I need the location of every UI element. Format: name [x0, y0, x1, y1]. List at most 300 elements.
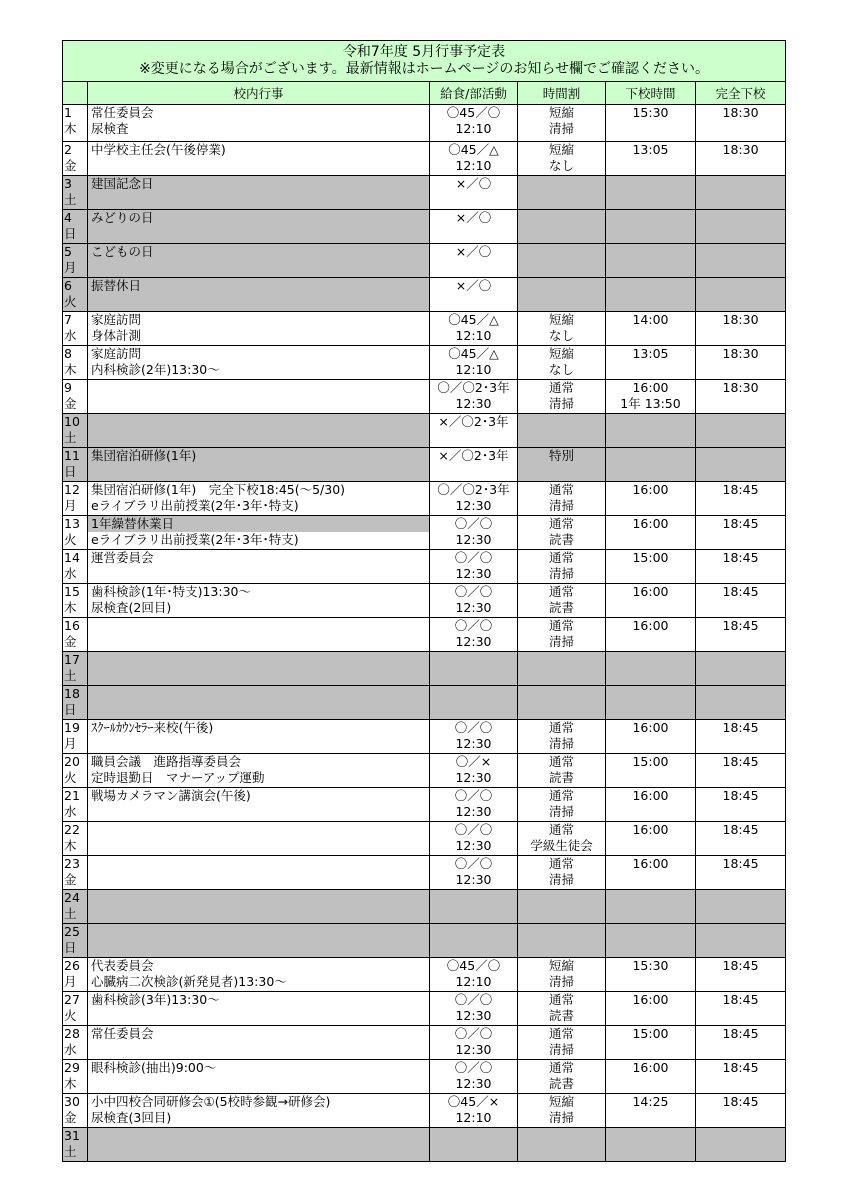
kanzen-cell: [696, 142, 786, 176]
day-cell: [63, 686, 88, 720]
day-cell: [63, 176, 88, 210]
day-cell-line: 15: [64, 584, 80, 599]
kanzen-cell: [696, 448, 786, 482]
gekou-cell-line: 16:00: [632, 1060, 669, 1075]
kyushoku-cell-line: 〇／〇: [454, 992, 493, 1007]
kyushoku-cell-line: 〇45／△: [448, 346, 499, 361]
jikanwari-cell-line: 清掃: [548, 872, 574, 887]
day-cell: [63, 754, 88, 788]
table-row: [63, 414, 786, 448]
kanzen-cell: [696, 924, 786, 958]
event-cell: [88, 176, 430, 210]
kanzen-cell-line: 18:45: [722, 1094, 759, 1109]
table-row: [63, 1128, 786, 1162]
kyushoku-cell-line: 〇／〇: [454, 550, 493, 565]
jikanwari-cell: [518, 380, 606, 414]
jikanwari-cell: [518, 278, 606, 312]
jikanwari-cell: [518, 618, 606, 652]
jikanwari-cell-line: 清掃: [548, 121, 574, 136]
jikanwari-cell: [518, 720, 606, 754]
kanzen-cell: [696, 244, 786, 278]
jikanwari-cell: [518, 788, 606, 822]
gekou-cell: [606, 176, 696, 210]
jikanwari-cell-line: 読書: [548, 1008, 574, 1023]
gekou-cell-line: 15:00: [632, 550, 669, 565]
jikanwari-cell-line: 清掃: [548, 566, 574, 581]
kyushoku-cell-line: ×／〇: [455, 176, 492, 191]
jikanwari-cell-line: 学級生徒会: [530, 838, 593, 853]
kanzen-cell-line: 18:30: [722, 380, 759, 395]
header-gekou: 下校時間: [606, 82, 696, 105]
event-cell-line: 小中四校合同研修会①(5校時参観→研修会): [91, 1094, 331, 1109]
day-cell-line: 土: [64, 906, 77, 921]
day-cell: [63, 924, 88, 958]
jikanwari-cell-line: 読書: [548, 532, 574, 547]
kyushoku-cell-line: ×／〇2･3年: [438, 448, 509, 463]
gekou-cell: [606, 822, 696, 856]
gekou-cell-line: 1年 13:50: [620, 396, 681, 411]
day-cell: [63, 1128, 88, 1162]
day-cell-line: 25: [64, 924, 80, 939]
day-cell-line: 1: [64, 105, 72, 120]
day-cell-line: 16: [64, 618, 80, 633]
kanzen-cell: [696, 856, 786, 890]
jikanwari-cell: [518, 448, 606, 482]
table-row: [63, 924, 786, 958]
table-row: [63, 346, 786, 380]
jikanwari-cell-line: 通常: [548, 550, 574, 565]
event-cell: [88, 856, 430, 890]
kanzen-cell: [696, 414, 786, 448]
kyushoku-cell-line: ×／〇: [455, 278, 492, 293]
jikanwari-cell: [518, 958, 606, 992]
day-cell-line: 金: [64, 634, 77, 649]
kyushoku-cell-line: 12:30: [455, 1042, 492, 1057]
kyushoku-cell-line: 12:30: [455, 566, 492, 581]
table-row: [63, 584, 786, 618]
kyushoku-cell: [430, 1026, 518, 1060]
jikanwari-cell: [518, 1026, 606, 1060]
kanzen-cell: [696, 958, 786, 992]
table-row: [63, 992, 786, 1026]
gekou-cell: [606, 516, 696, 550]
day-cell-line: 14: [64, 550, 80, 565]
event-cell: [88, 278, 430, 312]
event-cell-line: ｽｸｰﾙｶｳﾝｾﾗｰ来校(午後): [91, 720, 214, 735]
kyushoku-cell: [430, 482, 518, 516]
event-cell: [88, 890, 430, 924]
event-cell: [88, 720, 430, 754]
gekou-cell: [606, 754, 696, 788]
kyushoku-cell-line: 12:30: [455, 600, 492, 615]
event-cell-line: 尿検査(3回目): [91, 1110, 172, 1125]
kyushoku-cell: [430, 584, 518, 618]
gekou-cell: [606, 278, 696, 312]
table-row: [63, 686, 786, 720]
day-cell-line: 土: [64, 430, 77, 445]
day-cell-line: 22: [64, 822, 80, 837]
event-cell: [88, 822, 430, 856]
kyushoku-cell-line: 12:30: [455, 634, 492, 649]
event-cell-line: 運営委員会: [91, 550, 154, 565]
event-cell-line: 家庭訪問: [91, 346, 142, 361]
kanzen-cell: [696, 1128, 786, 1162]
kanzen-cell: [696, 992, 786, 1026]
event-cell: [88, 105, 430, 142]
kanzen-cell-line: 18:45: [722, 754, 759, 769]
kanzen-cell: [696, 890, 786, 924]
kyushoku-cell: [430, 618, 518, 652]
event-cell: [88, 448, 430, 482]
jikanwari-cell: [518, 1060, 606, 1094]
kyushoku-cell: [430, 105, 518, 142]
jikanwari-cell: [518, 550, 606, 584]
event-cell-line: 家庭訪問: [91, 312, 142, 327]
day-cell-line: 水: [64, 804, 77, 819]
day-cell-line: 火: [64, 532, 77, 547]
kyushoku-cell: [430, 856, 518, 890]
day-cell-line: 10: [64, 414, 80, 429]
day-cell-line: 24: [64, 890, 80, 905]
kyushoku-cell: [430, 924, 518, 958]
event-cell: [88, 1060, 430, 1094]
kyushoku-cell-line: 〇／〇: [454, 788, 493, 803]
day-cell-line: 9: [64, 380, 72, 395]
day-cell-line: 土: [64, 1144, 77, 1159]
kanzen-cell: [696, 210, 786, 244]
gekou-cell: [606, 652, 696, 686]
jikanwari-cell: [518, 142, 606, 176]
kanzen-cell-line: 18:30: [722, 105, 759, 120]
gekou-cell-line: 15:30: [632, 105, 669, 120]
kyushoku-cell-line: 12:10: [455, 362, 492, 377]
kanzen-cell-line: 18:45: [722, 550, 759, 565]
kyushoku-cell-line: 12:30: [455, 396, 492, 411]
jikanwari-cell-line: 通常: [548, 618, 574, 633]
day-cell: [63, 1060, 88, 1094]
jikanwari-cell-line: 清掃: [548, 498, 574, 513]
jikanwari-cell-line: 短縮: [548, 105, 574, 120]
kanzen-cell-line: 18:45: [722, 516, 759, 531]
jikanwari-cell: [518, 584, 606, 618]
event-cell: [88, 142, 430, 176]
event-cell: [88, 686, 430, 720]
day-cell: [63, 482, 88, 516]
kanzen-cell: [696, 105, 786, 142]
day-cell-line: 土: [64, 192, 77, 207]
jikanwari-cell-line: 清掃: [548, 1042, 574, 1057]
jikanwari-cell: [518, 105, 606, 142]
jikanwari-cell: [518, 210, 606, 244]
table-row: [63, 822, 786, 856]
kyushoku-cell-line: 12:30: [455, 872, 492, 887]
header-kanzen: 完全下校: [696, 82, 786, 105]
gekou-cell: [606, 890, 696, 924]
kanzen-cell-line: 18:30: [722, 312, 759, 327]
kyushoku-cell-line: 12:30: [455, 498, 492, 513]
event-cell-line: 集団宿泊研修(1年) 完全下校18:45(〜5/30): [91, 482, 346, 497]
day-cell: [63, 448, 88, 482]
kyushoku-cell-line: 〇45／△: [448, 142, 499, 157]
jikanwari-cell-line: 通常: [548, 856, 574, 871]
day-cell: [63, 652, 88, 686]
kyushoku-cell-line: 12:30: [455, 804, 492, 819]
day-cell-line: 31: [64, 1128, 80, 1143]
gekou-cell: [606, 618, 696, 652]
gekou-cell: [606, 105, 696, 142]
kyushoku-cell-line: 〇／〇: [454, 584, 493, 599]
jikanwari-cell-line: 通常: [548, 754, 574, 769]
day-cell-line: 日: [64, 464, 77, 479]
kanzen-cell: [696, 1060, 786, 1094]
table-row: [63, 754, 786, 788]
gekou-cell: [606, 550, 696, 584]
event-cell: [88, 1094, 430, 1128]
gekou-cell-line: 16:00: [632, 720, 669, 735]
kanzen-cell: [696, 1026, 786, 1060]
kyushoku-cell-line: 〇／〇2･3年: [437, 482, 510, 497]
event-cell-line: 職員会議 進路指導委員会: [91, 754, 242, 769]
day-cell-line: 11: [64, 448, 80, 463]
kanzen-cell-line: 18:45: [722, 856, 759, 871]
event-cell-line: 集団宿泊研修(1年): [91, 448, 197, 463]
gekou-cell-line: 15:00: [632, 1026, 669, 1041]
kyushoku-cell-line: 12:10: [455, 1110, 492, 1125]
day-cell: [63, 346, 88, 380]
event-cell: [88, 210, 430, 244]
day-cell: [63, 278, 88, 312]
jikanwari-cell-line: 通常: [548, 1060, 574, 1075]
kanzen-cell-line: 18:45: [722, 482, 759, 497]
kyushoku-cell-line: 〇45／〇: [446, 958, 501, 973]
kyushoku-cell: [430, 1128, 518, 1162]
day-cell: [63, 516, 88, 550]
kyushoku-cell-line: 〇45／△: [448, 312, 499, 327]
day-cell-line: 26: [64, 958, 80, 973]
kanzen-cell: [696, 550, 786, 584]
event-cell: [88, 516, 430, 550]
table-row: [63, 720, 786, 754]
gekou-cell: [606, 788, 696, 822]
gekou-cell-line: 16:00: [632, 618, 669, 633]
event-cell-line: こどもの日: [91, 244, 154, 259]
kyushoku-cell: [430, 176, 518, 210]
event-cell: [88, 244, 430, 278]
event-cell-line: eライブラリ出前授業(2年･3年･特支): [91, 498, 299, 513]
day-cell-line: 13: [64, 516, 80, 531]
event-cell: [88, 754, 430, 788]
day-cell-line: 2: [64, 142, 72, 157]
day-cell: [63, 584, 88, 618]
gekou-cell: [606, 924, 696, 958]
table-row: [63, 516, 786, 550]
day-cell-line: 5: [64, 244, 72, 259]
event-cell: [88, 1128, 430, 1162]
kyushoku-cell-line: 12:30: [455, 1076, 492, 1091]
jikanwari-cell: [518, 414, 606, 448]
table-row: [63, 1026, 786, 1060]
gekou-cell: [606, 244, 696, 278]
gekou-cell: [606, 482, 696, 516]
table-row: [63, 958, 786, 992]
kanzen-cell-line: 18:45: [722, 1026, 759, 1041]
kyushoku-cell-line: ×／〇: [455, 244, 492, 259]
header-row: [63, 82, 786, 105]
day-cell-line: 日: [64, 940, 77, 955]
day-cell: [63, 720, 88, 754]
jikanwari-cell-line: 通常: [548, 822, 574, 837]
gekou-cell-line: 13:05: [632, 142, 669, 157]
day-cell: [63, 210, 88, 244]
kanzen-cell: [696, 788, 786, 822]
kanzen-cell-line: 18:45: [722, 720, 759, 735]
gekou-cell-line: 14:00: [632, 312, 669, 327]
day-cell-line: 木: [64, 362, 77, 377]
gekou-cell-line: 16:00: [632, 822, 669, 837]
table-row: [63, 550, 786, 584]
jikanwari-cell-line: 通常: [548, 720, 574, 735]
gekou-cell: [606, 414, 696, 448]
kyushoku-cell-line: 〇／〇: [454, 1026, 493, 1041]
event-cell-line: 歯科検診(1年･特支)13:30〜: [91, 584, 251, 599]
day-cell: [63, 380, 88, 414]
event-cell-line: 内科検診(2年)13:30〜: [91, 362, 220, 377]
kyushoku-cell: [430, 380, 518, 414]
jikanwari-cell-line: 清掃: [548, 974, 574, 989]
jikanwari-cell: [518, 244, 606, 278]
kyushoku-cell: [430, 652, 518, 686]
jikanwari-cell-line: 短縮: [548, 958, 574, 973]
day-cell: [63, 1026, 88, 1060]
table-row: [63, 210, 786, 244]
day-cell-line: 金: [64, 396, 77, 411]
event-cell-line: 振替休日: [91, 278, 142, 293]
gekou-cell-line: 15:30: [632, 958, 669, 973]
jikanwari-cell-line: 通常: [548, 584, 574, 599]
jikanwari-cell-line: 通常: [548, 380, 574, 395]
day-cell: [63, 244, 88, 278]
kyushoku-cell-line: 〇／×: [455, 754, 492, 769]
day-cell-line: 水: [64, 566, 77, 581]
day-cell-line: 月: [64, 260, 77, 275]
kanzen-cell: [696, 652, 786, 686]
day-cell-line: 月: [64, 974, 77, 989]
event-cell-line: 心臓病二次検診(新発見者)13:30〜: [91, 974, 287, 989]
day-cell: [63, 550, 88, 584]
jikanwari-cell: [518, 992, 606, 1026]
table-row: [63, 482, 786, 516]
table-row: [63, 890, 786, 924]
event-cell-line: 眼科検診(抽出)9:00〜: [91, 1060, 217, 1075]
jikanwari-cell: [518, 346, 606, 380]
day-cell-line: 火: [64, 770, 77, 785]
jikanwari-cell-line: 清掃: [548, 736, 574, 751]
title-row: [63, 41, 786, 82]
table-row: [63, 448, 786, 482]
kyushoku-cell-line: ×／〇: [455, 210, 492, 225]
day-cell-line: 水: [64, 1042, 77, 1057]
event-cell-line: 常任委員会: [91, 105, 154, 120]
jikanwari-cell-line: 清掃: [548, 1110, 574, 1125]
day-cell-line: 水: [64, 328, 77, 343]
header-jikanwari: 時間割: [518, 82, 606, 105]
day-cell-line: 28: [64, 1026, 80, 1041]
jikanwari-cell-line: 通常: [548, 992, 574, 1007]
kanzen-cell: [696, 822, 786, 856]
gekou-cell: [606, 142, 696, 176]
day-cell-line: 金: [64, 872, 77, 887]
kyushoku-cell: [430, 720, 518, 754]
kanzen-cell: [696, 754, 786, 788]
day-cell-line: 29: [64, 1060, 80, 1075]
day-cell-line: 木: [64, 600, 77, 615]
event-cell-line: 歯科検診(3年)13:30〜: [91, 992, 220, 1007]
event-cell-line: eライブラリ出前授業(2年･3年･特支): [91, 532, 299, 547]
event-cell: [88, 550, 430, 584]
kanzen-cell: [696, 1094, 786, 1128]
kanzen-cell: [696, 584, 786, 618]
gekou-cell: [606, 992, 696, 1026]
kyushoku-cell: [430, 754, 518, 788]
gekou-cell-line: 13:05: [632, 346, 669, 361]
jikanwari-cell-line: 通常: [548, 788, 574, 803]
kyushoku-cell: [430, 142, 518, 176]
jikanwari-cell: [518, 754, 606, 788]
event-cell-line: みどりの日: [91, 210, 154, 225]
kanzen-cell: [696, 482, 786, 516]
event-cell: [88, 584, 430, 618]
gekou-cell: [606, 1060, 696, 1094]
table-row: [63, 652, 786, 686]
kyushoku-cell: [430, 890, 518, 924]
event-cell: [88, 414, 430, 448]
kanzen-cell: [696, 516, 786, 550]
day-cell: [63, 890, 88, 924]
kyushoku-cell-line: 12:10: [455, 974, 492, 989]
day-cell-line: 19: [64, 720, 80, 735]
kyushoku-cell: [430, 312, 518, 346]
gekou-cell: [606, 584, 696, 618]
kyushoku-cell: [430, 346, 518, 380]
day-cell: [63, 992, 88, 1026]
day-cell: [63, 105, 88, 142]
kyushoku-cell-line: 12:30: [455, 1008, 492, 1023]
event-cell-line: 尿検査: [91, 121, 129, 136]
kanzen-cell-line: 18:45: [722, 822, 759, 837]
day-cell-line: 18: [64, 686, 80, 701]
jikanwari-cell-line: 読書: [548, 770, 574, 785]
kyushoku-cell-line: 12:30: [455, 532, 492, 547]
kyushoku-cell-line: 12:10: [455, 121, 492, 136]
gekou-cell: [606, 1128, 696, 1162]
kanzen-cell-line: 18:45: [722, 584, 759, 599]
kyushoku-cell: [430, 244, 518, 278]
jikanwari-cell-line: 清掃: [548, 396, 574, 411]
event-cell: [88, 1026, 430, 1060]
gekou-cell-line: 16:00: [632, 856, 669, 871]
jikanwari-cell-line: 短縮: [548, 312, 574, 327]
kyushoku-cell-line: 〇／〇: [454, 618, 493, 633]
gekou-cell: [606, 312, 696, 346]
event-cell-line: 戦場カメラマン講演会(午後): [91, 788, 251, 803]
day-cell-line: 3: [64, 176, 72, 191]
jikanwari-cell-line: 読書: [548, 1076, 574, 1091]
day-cell-line: 8: [64, 346, 72, 361]
jikanwari-cell-line: なし: [548, 362, 574, 377]
jikanwari-cell-line: なし: [548, 158, 574, 173]
kanzen-cell: [696, 380, 786, 414]
day-cell: [63, 618, 88, 652]
